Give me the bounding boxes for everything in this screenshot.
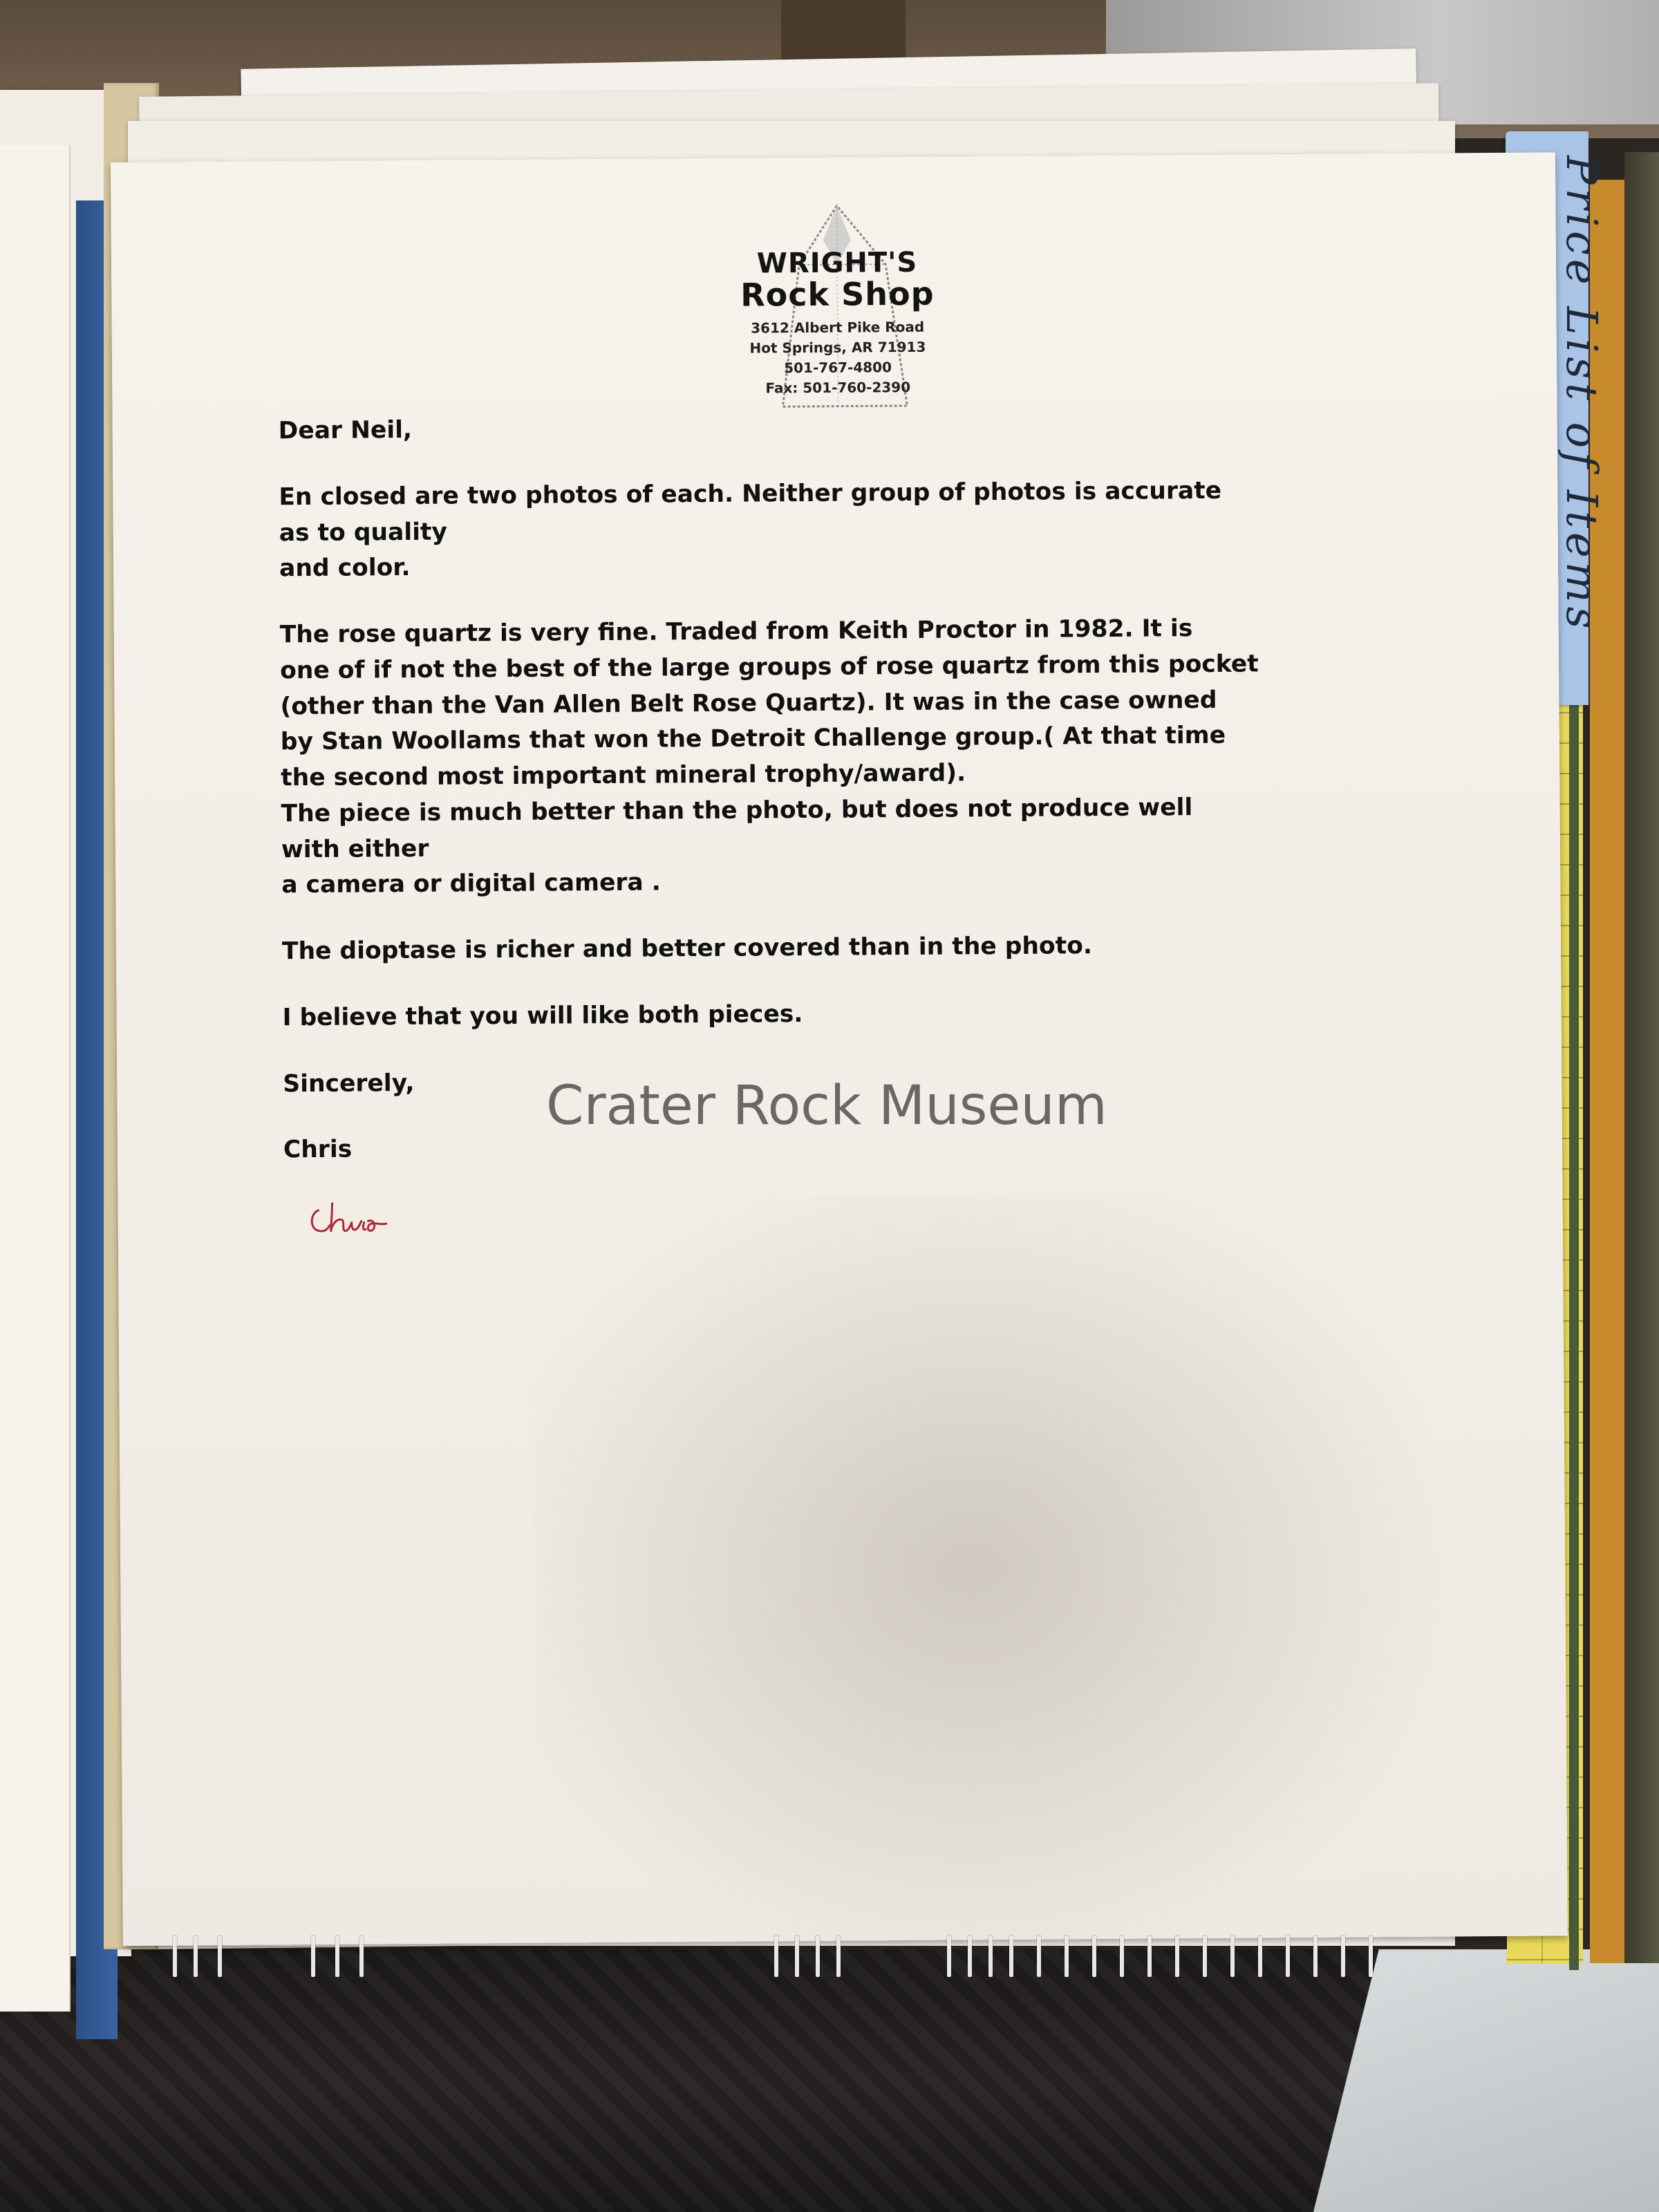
file-clip	[1037, 1936, 1041, 1977]
file-clip	[359, 1936, 364, 1977]
shop-phone: 501-767-4800	[784, 359, 892, 377]
file-clip	[947, 1936, 951, 1977]
file-clip	[335, 1936, 339, 1977]
file-clip	[1286, 1936, 1290, 1977]
file-clip	[1341, 1936, 1345, 1977]
paragraph-line: The piece is much better than the photo, but does not produce well	[281, 793, 1193, 828]
file-clip	[1065, 1936, 1069, 1977]
file-clip	[988, 1936, 993, 1977]
file-clip	[968, 1936, 972, 1977]
paragraph-line: the second most important mineral trophy/award).	[281, 759, 966, 792]
shop-fax: Fax: 501-760-2390	[765, 379, 911, 397]
file-clip	[311, 1936, 315, 1977]
paragraph-rose-quartz	[280, 610, 1360, 903]
file-clip	[1147, 1936, 1152, 1977]
paragraph-line: one of if not the best of the large groups of rose quartz from this pocket	[279, 650, 1259, 685]
letter-page	[111, 152, 1568, 1946]
signer-name: Chris	[283, 1135, 353, 1164]
file-clip	[194, 1936, 198, 1977]
hand-shadow	[532, 1190, 1506, 2026]
file-clip	[1009, 1936, 1013, 1977]
shop-name-line2: Rock Shop	[740, 274, 935, 314]
paragraph-photos	[279, 472, 1358, 587]
paragraph-line: as to quality	[279, 518, 448, 547]
file-clip	[816, 1936, 820, 1977]
paragraph-line: The rose quartz is very fine. Traded from Keith Proctor in 1982. It is	[279, 615, 1193, 649]
left-folder-page	[0, 145, 71, 2012]
paragraph-line: En closed are two photos of each. Neither group of photos is accurate	[279, 476, 1222, 512]
file-clip	[1313, 1936, 1318, 1977]
file-clip	[218, 1936, 222, 1977]
file-clip	[795, 1936, 799, 1977]
paragraph-line: with either	[281, 834, 429, 863]
file-clip	[1092, 1936, 1096, 1977]
shop-name-line1: WRIGHT'S	[756, 246, 918, 280]
paragraph-dioptase: The dioptase is richer and better covered than in the photo.	[281, 932, 1093, 966]
file-clip	[1203, 1936, 1207, 1977]
file-clip	[836, 1936, 841, 1977]
file-clip	[173, 1936, 177, 1977]
paragraph-line: by Stan Woollams that won the Detroit Challenge group.( At that time	[280, 722, 1226, 756]
paragraph-line: and color.	[279, 554, 411, 583]
wood-beam	[781, 0, 906, 62]
letterhead	[677, 198, 997, 414]
handwritten-signature	[304, 1189, 402, 1245]
hanging-file-clips	[152, 1936, 1396, 1991]
shop-address: 3612 Albert Pike Road	[751, 319, 925, 337]
file-clip	[1230, 1936, 1235, 1977]
paragraph-line: a camera or digital camera .	[281, 868, 661, 899]
greeting: Dear Neil,	[278, 415, 413, 445]
folder-tab-label: Price List of Items	[1557, 156, 1607, 633]
file-clip	[1369, 1936, 1373, 1977]
file-clip	[1258, 1936, 1262, 1977]
file-clip	[774, 1936, 778, 1977]
shop-city: Hot Springs, AR 71913	[749, 339, 926, 357]
paragraph-line: (other than the Van Allen Belt Rose Quartz). It was in the case owned	[280, 686, 1217, 720]
closing: Sincerely,	[283, 1069, 415, 1098]
watermark: Crater Rock Museum	[546, 1075, 1107, 1137]
folder-tab-label-wrap	[1559, 156, 1635, 709]
paragraph-belief: I believe that you will like both pieces.	[282, 1000, 803, 1032]
file-clip	[1120, 1936, 1124, 1977]
file-clip	[1175, 1936, 1179, 1977]
